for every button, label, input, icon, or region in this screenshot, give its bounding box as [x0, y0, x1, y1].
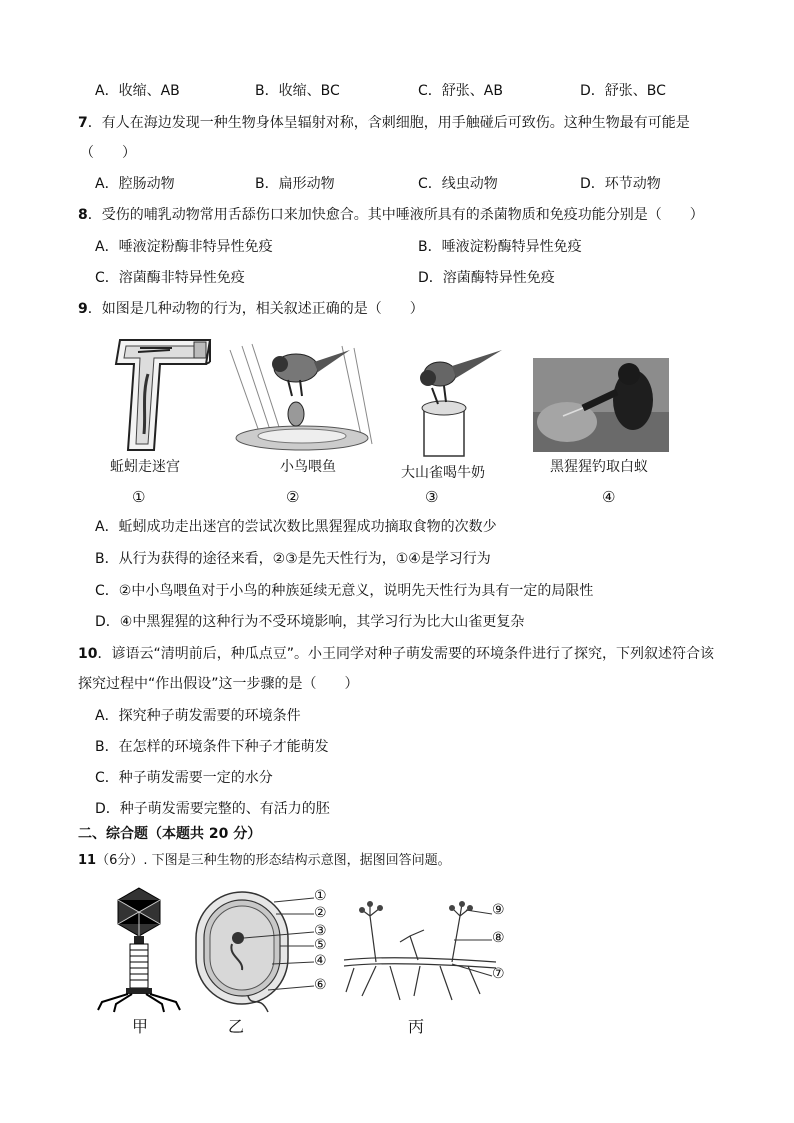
q10-option-c-line: [0, 767, 794, 789]
q10-option-c: C．种子萌发需要一定的水分: [95, 770, 273, 786]
label-mark-4: ④: [314, 953, 327, 969]
label-mark-7: ⑦: [492, 966, 505, 982]
q11-stem: [0, 850, 794, 872]
q10-number: 10: [78, 646, 98, 662]
section-2-heading-line: [0, 823, 794, 845]
q10-option-b: B．在怎样的环境条件下种子才能萌发: [95, 739, 329, 755]
label-bing: 丙: [408, 1017, 425, 1036]
figure-4-mark: ④: [602, 488, 616, 506]
q6-option-c: C．舒张、AB: [418, 83, 503, 99]
tit-drinking-milk-image: [402, 344, 506, 458]
q8-option-b: B．唾液淀粉酶特异性免疫: [418, 239, 582, 255]
q10-stem-text-2: 探究过程中“作出假设”这一步骤的是（ ）: [78, 676, 359, 692]
q7-paren-line: [0, 142, 794, 164]
q7-answer-paren: （ ）: [80, 145, 136, 161]
chimpanzee-fishing-termites-photo: [533, 358, 669, 452]
q10-option-b-line: [0, 736, 794, 758]
figure-1-mark: ①: [132, 488, 146, 506]
q7-option-c: C．线虫动物: [418, 176, 498, 192]
q8-stem-text: ．受伤的哺乳动物常用舌舔伤口来加快愈合。其中唾液所具有的杀菌物质和免疫功能分别是（ ）: [87, 207, 704, 223]
q7-option-d: D．环节动物: [580, 176, 661, 192]
label-mark-1: ①: [314, 888, 327, 904]
q9-option-b: B．从行为获得的途径来看，②③是先天性行为，①④是学习行为: [95, 551, 491, 567]
figure-3-mark: ③: [425, 488, 439, 506]
q10-option-d: D．种子萌发需要完整的、有活力的胚: [95, 801, 330, 817]
label-mark-2: ②: [314, 905, 327, 921]
q6-options: [0, 80, 794, 102]
q7-option-b: B．扁形动物: [255, 176, 335, 192]
q9-option-c: C．②中小鸟喂鱼对于小鸟的种族延续无意义，说明先天性行为具有一定的局限性: [95, 583, 594, 599]
q8-number: 8: [78, 207, 88, 223]
q8-options-row2: [0, 267, 794, 289]
bacteriophage-diagram: [94, 884, 184, 1014]
q11-stem-text: （6分）. 下图是三种生物的形态结构示意图，据图回答问题。: [96, 853, 451, 868]
q10-stem-text-1: ．谚语云“清明前后，种瓜点豆”。小王同学对种子萌发需要的环境条件进行了探究，下列叙述符合该: [97, 646, 714, 662]
q7-option-a: A．腔肠动物: [95, 176, 175, 192]
q7-stem: [0, 112, 794, 134]
q9-stem-text: ．如图是几种动物的行为，相关叙述正确的是（ ）: [87, 301, 424, 317]
q9-option-b-line: [0, 548, 794, 570]
mold-diagram: [340, 896, 500, 1006]
q8-option-a: A．唾液淀粉酶非特异性免疫: [95, 239, 273, 255]
q6-option-a: A．收缩、AB: [95, 83, 180, 99]
label-mark-8: ⑧: [492, 930, 505, 946]
q6-option-b: B．收缩、BC: [255, 83, 340, 99]
q10-option-a-line: [0, 705, 794, 727]
label-mark-9: ⑨: [492, 902, 505, 918]
q7-options: [0, 173, 794, 195]
q9-option-c-line: [0, 580, 794, 602]
label-mark-5: ⑤: [314, 937, 327, 953]
figure-1-caption: 蚯蚓走迷宫: [110, 459, 180, 475]
figure-2-mark: ②: [286, 488, 300, 506]
section-2-heading: 二、综合题（本题共 20 分）: [78, 826, 262, 842]
q8-option-c: C．溶菌酶非特异性免疫: [95, 270, 245, 286]
q11-number: 11: [78, 853, 97, 868]
label-jia: 甲: [132, 1017, 149, 1036]
q7-number: 7: [78, 115, 88, 131]
q9-stem: [0, 298, 794, 320]
q9-option-d-line: [0, 611, 794, 633]
q9-option-a: A．蚯蚓成功走出迷宫的尝试次数比黑猩猩成功摘取食物的次数少: [95, 519, 497, 535]
label-yi: 乙: [228, 1017, 245, 1036]
label-mark-6: ⑥: [314, 977, 327, 993]
bird-feeding-fish-image: [222, 340, 380, 452]
q6-option-d: D．舒张、BC: [580, 83, 666, 99]
earthworm-maze-image: [110, 334, 220, 456]
q8-stem: [0, 204, 794, 226]
q8-options-row1: [0, 236, 794, 258]
q7-stem-text: ．有人在海边发现一种生物身体呈辐射对称，含刺细胞，用手触碰后可致伤。这种生物最有可能是: [87, 115, 690, 131]
figure-4-caption: 黑猩猩钓取白蚁: [550, 459, 648, 475]
q10-option-a: A．探究种子萌发需要的环境条件: [95, 708, 301, 724]
q8-option-d: D．溶菌酶特异性免疫: [418, 270, 555, 286]
q9-option-d: D．④中黑猩猩的这种行为不受环境影响，其学习行为比大山雀更复杂: [95, 614, 525, 630]
label-mark-3: ③: [314, 923, 327, 939]
q10-stem-line1: [0, 643, 794, 665]
q10-stem-line2: [0, 673, 794, 695]
q10-option-d-line: [0, 798, 794, 820]
q9-option-a-line: [0, 516, 794, 538]
q9-number: 9: [78, 301, 88, 317]
figure-2-caption: 小鸟喂鱼: [280, 459, 336, 475]
figure-3-caption: 大山雀喝牛奶: [401, 465, 485, 481]
